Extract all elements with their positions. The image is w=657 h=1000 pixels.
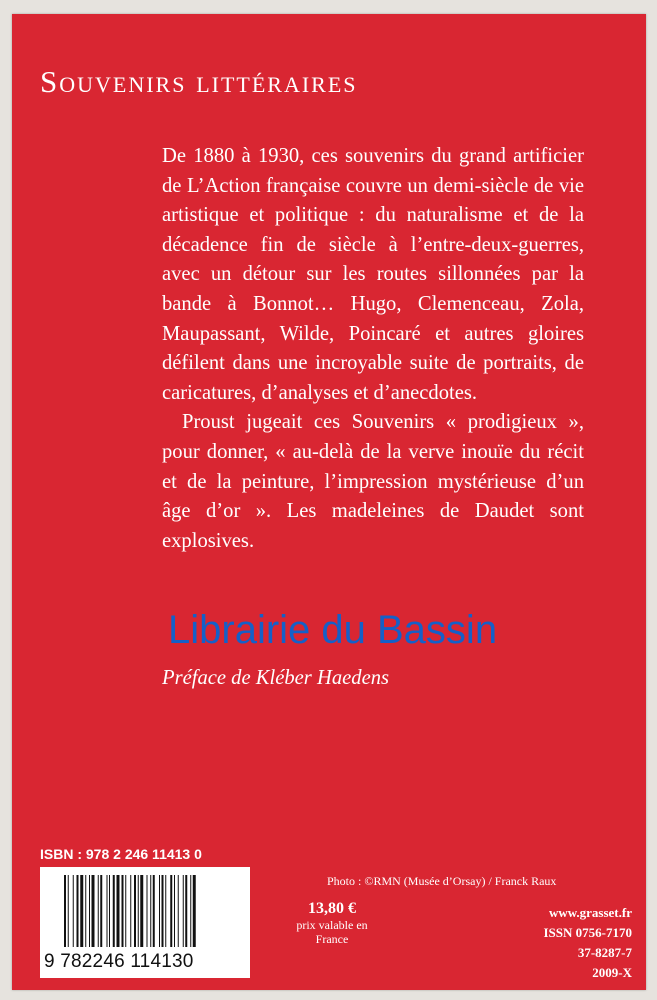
price-label-1: prix valable en xyxy=(296,918,368,932)
code-2: 2009-X xyxy=(592,965,632,980)
book-back-cover xyxy=(12,14,646,990)
publisher-info xyxy=(532,903,632,983)
code-1: 37-8287-7 xyxy=(577,945,632,960)
watermark: Librairie du Bassin xyxy=(168,608,498,652)
series-title: Souvenirs littéraires xyxy=(40,64,358,99)
publisher-website: www.grasset.fr xyxy=(548,905,632,920)
preface-credit: Préface de Kléber Haedens xyxy=(162,667,390,689)
isbn: ISBN : 978 2 246 11413 0 xyxy=(40,846,202,862)
price-block xyxy=(267,900,397,946)
photo-credit: Photo : ©RMN (Musée d’Orsay) / Franck Raux xyxy=(327,874,557,888)
barcode xyxy=(40,867,250,978)
blurb-paragraph-1: De 1880 à 1930, ces souvenirs du grand artificier de L’Action française couvre un demi-siècle de vie artistique et politique : du naturalisme et de la décadence fin de siècle à l’entre-deux-guerres, avec un détour sur les routes sillonnées par la bande à Bonnot… Hugo, Clemenceau, Zola, Maupassant, Wilde, Poincaré et autres gloires défilent dans une incroyable suite de portraits, de caricatures, d’analyses et d’anecdotes. xyxy=(162,145,584,404)
issn: ISSN 0756-7170 xyxy=(543,925,632,940)
blurb-paragraph-2: Proust jugeait ces Souvenirs « prodigieux », pour donner, « au-delà de la verve inouïe du récit et de la peinture, l’impression mystérieuse d’un âge d’or ». Les madeleines de Daudet sont explosives. xyxy=(162,411,584,552)
barcode-bars-icon xyxy=(64,875,244,947)
price: 13,80 € xyxy=(308,900,356,917)
barcode-digits: 9 782246 114130 xyxy=(44,951,194,972)
blurb xyxy=(162,142,584,556)
price-label-2: France xyxy=(315,932,349,946)
